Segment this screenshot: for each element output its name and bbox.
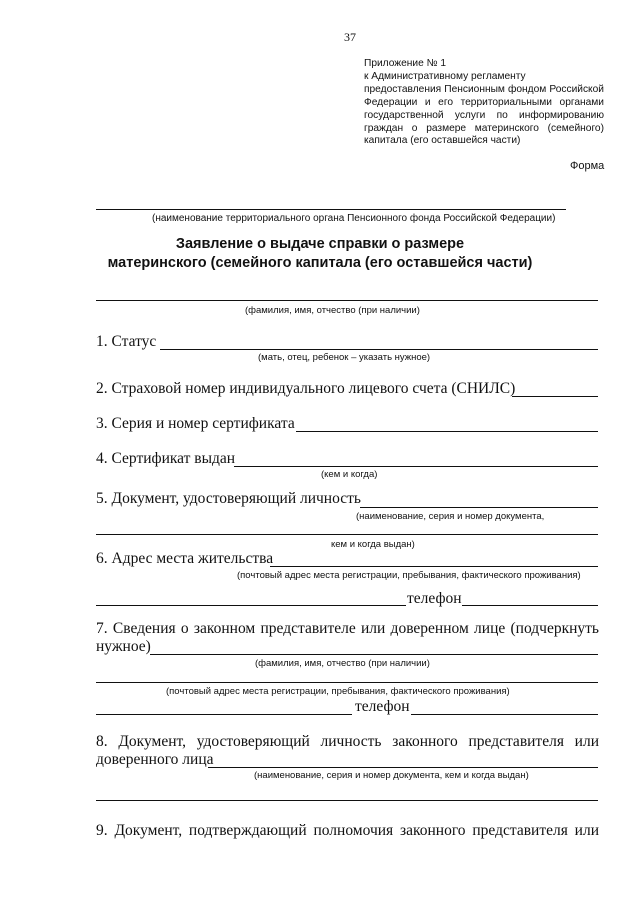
appendix-line: предоставления Пенсионным фондом Российской [364, 83, 604, 95]
id-document-field[interactable] [360, 507, 598, 508]
id-document-hint-2: кем и когда выдан) [331, 539, 415, 550]
address-field-2[interactable] [96, 605, 406, 606]
form-title-line2: материнского (семейного капитала (его оставшейся части) [107, 255, 533, 271]
organ-name-field[interactable] [96, 209, 566, 210]
id-document-hint: (наименование, серия и номер документа, [356, 511, 545, 522]
representative-id-hint: (наименование, серия и номер документа, кем и когда выдан) [254, 770, 529, 781]
organ-hint: (наименование территориального органа Пенсионного фонда Российской Федерации) [152, 213, 556, 224]
snils-field[interactable] [512, 396, 598, 397]
snils-label: 2. Страховой номер индивидуального лицевого счета (СНИЛС) [96, 380, 516, 397]
representative-id-field-2[interactable] [96, 800, 598, 801]
certificate-issued-label: 4. Сертификат выдан [96, 450, 236, 467]
phone-field[interactable] [462, 605, 598, 606]
representative-address-field-2[interactable] [96, 714, 352, 715]
representative-id-label-line2: доверенного лица [96, 751, 214, 768]
address-field[interactable] [270, 566, 598, 567]
representative-id-label-line1: 8. Документ, удостоверяющий личность законного представителя или [96, 733, 599, 750]
certificate-issued-field[interactable] [234, 466, 598, 467]
appendix-block [364, 58, 604, 148]
representative-address-field[interactable] [96, 682, 598, 683]
status-field[interactable] [160, 349, 598, 350]
representative-label-line1: 7. Сведения о законном представителе или доверенном лице (подчеркнуть [96, 620, 599, 637]
status-hint: (мать, отец, ребенок – указать нужное) [258, 352, 431, 363]
authority-document-label-line1: 9. Документ, подтверждающий полномочия законного представителя или [96, 822, 599, 839]
representative-fio-hint: (фамилия, имя, отчество (при наличии) [255, 658, 430, 669]
representative-address-hint: (почтовый адрес места регистрации, пребывания, фактического проживания) [166, 686, 510, 697]
appendix-line: Федерации и его территориальными органами [364, 96, 604, 108]
form-title-line1: Заявление о выдаче справки о размере [175, 236, 465, 252]
appendix-line: Приложение № 1 [364, 58, 447, 69]
id-document-label: 5. Документ, удостоверяющий личность [96, 490, 361, 507]
representative-phone-field[interactable] [411, 714, 598, 715]
status-label: 1. Статус [96, 333, 157, 350]
page-number: 37 [344, 30, 356, 44]
fio-hint: (фамилия, имя, отчество (при наличии) [245, 305, 420, 316]
representative-id-field[interactable] [208, 767, 598, 768]
representative-label-line2: нужное) [96, 638, 151, 655]
representative-phone-label: телефон [355, 698, 410, 715]
certificate-number-label: 3. Серия и номер сертификата [96, 415, 295, 432]
representative-fio-field[interactable] [150, 654, 598, 655]
appendix-line: капитала (его оставшейся части) [364, 135, 521, 147]
id-document-field-2[interactable] [96, 534, 598, 535]
appendix-line: государственной услуги по информированию [364, 109, 604, 121]
certificate-number-field[interactable] [296, 431, 598, 432]
appendix-line: к Административному регламенту [364, 70, 526, 82]
phone-label: телефон [407, 590, 462, 607]
certificate-issued-hint: (кем и когда) [321, 469, 378, 480]
address-label: 6. Адрес места жительства [96, 550, 274, 567]
appendix-line: граждан о размере материнского (семейного) [364, 122, 604, 134]
fio-field[interactable] [96, 300, 598, 301]
form-label: Форма [570, 160, 605, 172]
address-hint: (почтовый адрес места регистрации, пребывания, фактического проживания) [237, 570, 581, 581]
